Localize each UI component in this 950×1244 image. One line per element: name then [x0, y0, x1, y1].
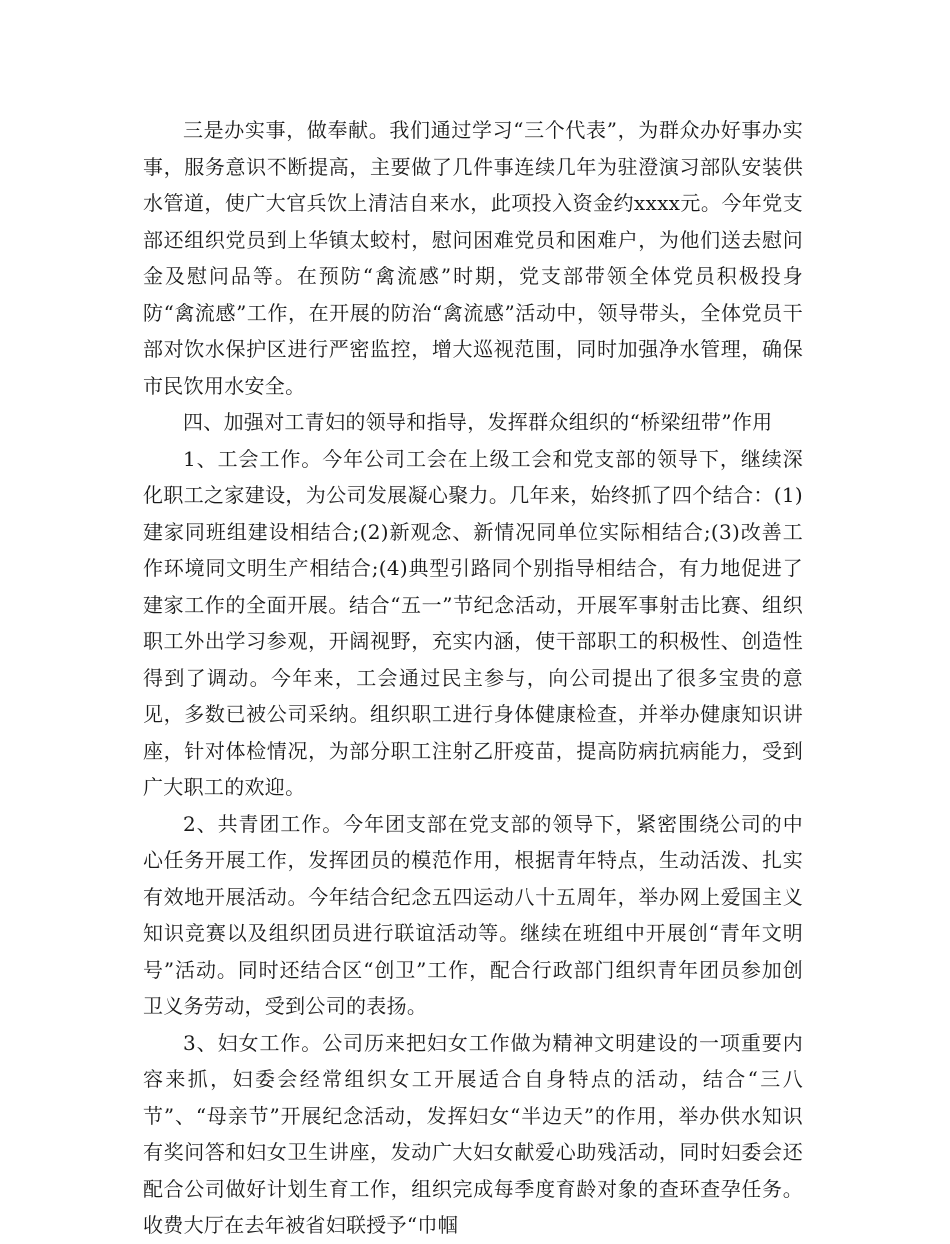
paragraph-youth-league: 2、共青团工作。今年团支部在党支部的领导下，紧密围绕公司的中心任务开展工作，发挥团员的模范作用，根据青年特点，生动活泼、扎实有效地开展活动。今年结合纪念五四运动八十五周年，举办网上爱国主义知识竞赛以及组织团员进行联谊活动等。继续在班组中开展创“青年文明号”活动。同时还结合区“创卫”工作，配合行政部门组织青年团员参加创卫义务劳动，受到公司的表扬。	[143, 811, 803, 1018]
document-body	[143, 112, 803, 1244]
paragraph-trade-union: 1、工会工作。今年公司工会在上级工会和党支部的领导下，继续深化职工之家建设，为公司发展凝心聚力。几年来，始终抓了四个结合：(1)建家同班组建设相结合;(2)新观念、新情况同单位实际相结合;(3)改善工作环境同文明生产相结合;(4)典型引路同个别指导相结合，有力地促进了建家工作的全面开展。结合“五一”节纪念活动，开展军事射击比赛、组织职工外出学习参观，开阔视野，充实内涵，使干部职工的积极性、创造性得到了调动。今年来，工会通过民主参与，向公司提出了很多宝贵的意见，多数已被公司采纳。组织职工进行身体健康检查，并举办健康知识讲座，针对体检情况，为部分职工注射乙肝疫苗，提高防病抗病能力，受到广大职工的欢迎。	[143, 446, 803, 799]
section-heading-mass-organizations: 四、加强对工青妇的领导和指导，发挥群众组织的“桥梁纽带”作用	[183, 410, 773, 434]
paragraph-women-work: 3、妇女工作。公司历来把妇女工作做为精神文明建设的一项重要内容来抓，妇委会经常组织女工开展适合自身特点的活动，结合“三八节”、“母亲节”开展纪念活动，发挥妇女“半边天”的作用，举办供水知识有奖问答和妇女卫生讲座，发动广大妇女献爱心助残活动，同时妇委会还配合公司做好计划生育工作，组织完成每季度育龄对象的查环查孕任务。收费大厅在去年被省妇联授予“巾帼	[143, 1030, 803, 1237]
paragraph-service-work: 三是办实事，做奉献。我们通过学习“三个代表”，为群众办好事办实事，服务意识不断提高，主要做了几件事连续几年为驻澄演习部队安装供水管道，使广大官兵饮上清洁自来水，此项投入资金约xxxx元。今年党支部还组织党员到上华镇太蛟村，慰问困难党员和困难户，为他们送去慰问金及慰问品等。在预防“禽流感”时期，党支部带领全体党员积极投身防“禽流感”工作，在开展的防治“禽流感”活动中，领导带头，全体党员干部对饮水保护区进行严密监控，增大巡视范围，同时加强净水管理，确保市民饮用水安全。	[143, 118, 803, 398]
